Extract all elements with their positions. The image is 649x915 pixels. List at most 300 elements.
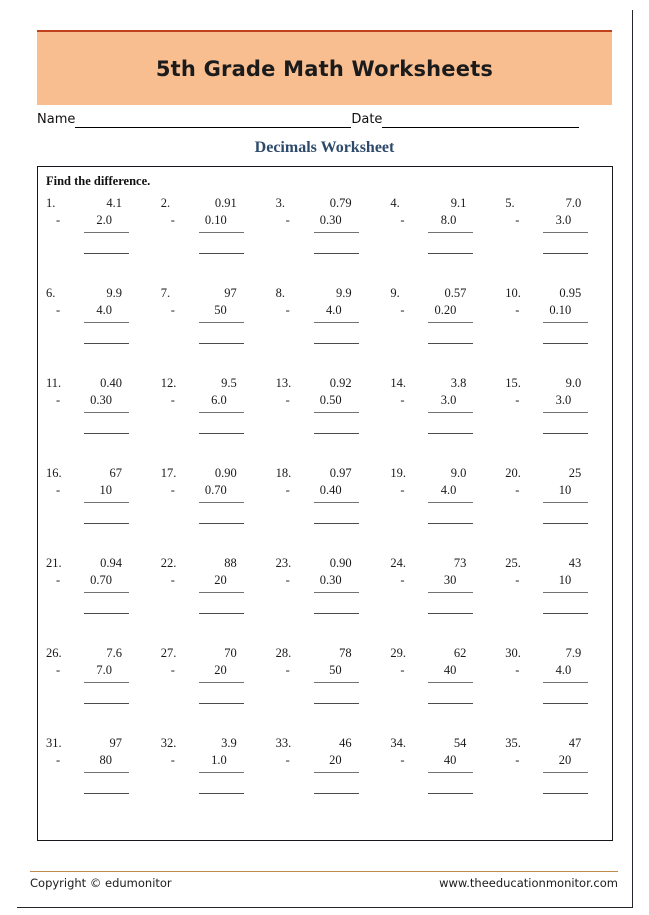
problem-number: 23.: [275, 556, 292, 570]
minuend-value: 88: [224, 556, 237, 570]
answer-line[interactable]: [428, 253, 473, 254]
subtrahend-line: [276, 753, 380, 770]
subtraction-rule: [428, 772, 473, 773]
subtraction-rule: [428, 412, 473, 413]
answer-line[interactable]: [428, 703, 473, 704]
problem-cell: [497, 736, 612, 826]
answer-line[interactable]: [199, 433, 244, 434]
subtraction-rule: [314, 232, 359, 233]
subtraction-rule: [314, 502, 359, 503]
minuend-line: [505, 646, 609, 663]
subtrahend-line: [46, 483, 150, 500]
problem-31: [46, 736, 150, 770]
answer-line[interactable]: [543, 793, 588, 794]
footer-divider: [30, 871, 618, 872]
subtraction-rule: [543, 412, 588, 413]
answer-line[interactable]: [199, 343, 244, 344]
problem-number: 19.: [390, 466, 407, 480]
subtrahend-value: 3.0: [440, 393, 457, 407]
problem-24: [390, 556, 494, 590]
subtrahend-line: [390, 303, 494, 320]
subtrahend-line: [161, 663, 265, 680]
minuend-line: [46, 466, 150, 483]
problem-9: [390, 286, 494, 320]
answer-line[interactable]: [428, 343, 473, 344]
answer-line[interactable]: [199, 523, 244, 524]
problem-number: 10.: [505, 286, 521, 300]
minuend-value: 9.1: [450, 196, 467, 210]
subtraction-rule: [84, 412, 129, 413]
answer-line[interactable]: [199, 793, 244, 794]
subtrahend-value: 20: [214, 663, 227, 677]
problem-cell: [497, 286, 612, 376]
problem-cell: [497, 556, 612, 646]
minus-operator: -: [400, 393, 405, 407]
minuend-value: 0.90: [214, 466, 237, 480]
problem-16: [46, 466, 150, 500]
answer-line[interactable]: [428, 433, 473, 434]
subtrahend-line: [505, 663, 609, 680]
subtrahend-value: 80: [99, 753, 112, 767]
subtrahend-value: 20: [329, 753, 342, 767]
subtraction-rule: [84, 682, 129, 683]
answer-line[interactable]: [84, 343, 129, 344]
problem-29: [390, 646, 494, 680]
problem-15: [505, 376, 609, 410]
problem-number: 34.: [390, 736, 407, 750]
name-label: Name: [37, 112, 76, 127]
subtrahend-value: 4.0: [96, 303, 112, 317]
subtrahend-value: 20: [558, 753, 572, 767]
subtraction-rule: [199, 772, 244, 773]
problem-cell: [153, 376, 268, 466]
subtraction-rule: [314, 412, 359, 413]
subtrahend-line: [46, 573, 150, 590]
minuend-line: [390, 646, 494, 663]
problem-8: [276, 286, 380, 320]
minuend-value: 43: [568, 556, 582, 570]
minuend-value: 70: [224, 646, 237, 660]
problem-26: [46, 646, 150, 680]
subtrahend-value: 6.0: [211, 393, 227, 407]
problem-cell: [153, 736, 268, 826]
subtrahend-line: [46, 663, 150, 680]
subtraction-rule: [199, 682, 244, 683]
subtraction-rule: [543, 232, 588, 233]
problem-number: 6.: [46, 286, 56, 300]
problem-number: 8.: [275, 286, 285, 300]
minuend-line: [161, 736, 265, 753]
minuend-value: 7.6: [106, 646, 122, 660]
subtraction-rule: [84, 232, 129, 233]
problem-cell: [153, 466, 268, 556]
minus-operator: -: [56, 483, 61, 497]
minuend-line: [161, 466, 265, 483]
problem-cell: [38, 556, 153, 646]
problem-cell: [382, 556, 497, 646]
subtrahend-value: 4.0: [325, 303, 342, 317]
subtrahend-value: 50: [329, 663, 342, 677]
problem-number: 14.: [390, 376, 407, 390]
minuend-line: [276, 376, 380, 393]
answer-line[interactable]: [199, 253, 244, 254]
subtrahend-value: 0.70: [90, 573, 112, 587]
minus-operator: -: [285, 303, 290, 317]
minus-operator: -: [515, 303, 520, 317]
minuend-value: 0.79: [329, 196, 352, 210]
subtraction-rule: [314, 592, 359, 593]
subtraction-rule: [199, 412, 244, 413]
problem-number: 4.: [390, 196, 400, 210]
minuend-line: [46, 196, 150, 213]
minuend-line: [276, 646, 380, 663]
problem-number: 20.: [505, 466, 521, 480]
subtrahend-line: [390, 483, 494, 500]
problem-2: [161, 196, 265, 230]
instruction-text: Find the difference.: [46, 174, 151, 188]
answer-line[interactable]: [428, 523, 473, 524]
minuend-value: 25: [568, 466, 582, 480]
problem-22: [161, 556, 265, 590]
minuend-line: [161, 286, 265, 303]
minus-operator: -: [170, 393, 175, 407]
subtraction-rule: [543, 682, 588, 683]
problem-number: 29.: [390, 646, 407, 660]
minuend-line: [161, 556, 265, 573]
answer-line[interactable]: [314, 523, 359, 524]
minuend-line: [276, 196, 380, 213]
minuend-line: [276, 556, 380, 573]
problem-cell: [382, 286, 497, 376]
subtraction-rule: [84, 322, 129, 323]
minuend-line: [276, 466, 380, 483]
minuend-line: [390, 376, 494, 393]
answer-line[interactable]: [84, 523, 129, 524]
problem-number: 22.: [160, 556, 177, 570]
problem-cell: [268, 556, 383, 646]
problem-number: 3.: [275, 196, 285, 210]
subtrahend-value: 0.20: [434, 303, 457, 317]
minuend-line: [505, 466, 609, 483]
problem-1: [46, 196, 150, 230]
answer-line[interactable]: [84, 253, 129, 254]
minuend-value: 0.95: [559, 286, 582, 300]
subtraction-rule: [199, 232, 244, 233]
minus-operator: -: [285, 573, 290, 587]
subtrahend-line: [161, 303, 265, 320]
subtraction-rule: [543, 322, 588, 323]
problem-row: [38, 376, 612, 466]
subtrahend-line: [276, 213, 380, 230]
problem-row: [38, 556, 612, 646]
problem-cell: [497, 376, 612, 466]
problem-cell: [382, 646, 497, 736]
minuend-value: 9.9: [106, 286, 122, 300]
name-input-line[interactable]: [75, 113, 351, 128]
minus-operator: -: [56, 663, 61, 677]
minus-operator: -: [400, 483, 405, 497]
minuend-line: [390, 556, 494, 573]
subtrahend-line: [276, 573, 380, 590]
answer-line[interactable]: [84, 433, 129, 434]
minuend-value: 0.92: [329, 376, 352, 390]
minuend-line: [390, 196, 494, 213]
answer-line[interactable]: [199, 703, 244, 704]
problem-cell: [268, 646, 383, 736]
problem-number: 31.: [46, 736, 62, 750]
answer-line[interactable]: [314, 433, 359, 434]
answer-line[interactable]: [543, 703, 588, 704]
problem-cell: [268, 736, 383, 826]
copyright-text: Copyright © edumonitor: [30, 876, 172, 890]
problem-11: [46, 376, 150, 410]
subtrahend-value: 0.10: [549, 303, 572, 317]
minus-operator: -: [400, 213, 405, 227]
answer-line[interactable]: [543, 433, 588, 434]
minuend-value: 0.94: [100, 556, 122, 570]
minus-operator: -: [285, 483, 290, 497]
subtraction-rule: [199, 592, 244, 593]
problem-cell: [153, 556, 268, 646]
minus-operator: -: [56, 573, 61, 587]
problem-4: [390, 196, 494, 230]
minuend-value: 67: [109, 466, 122, 480]
minuend-value: 4.1: [106, 196, 122, 210]
subtrahend-value: 4.0: [440, 483, 457, 497]
minuend-line: [46, 376, 150, 393]
problem-cell: [38, 376, 153, 466]
subtrahend-line: [276, 483, 380, 500]
problem-cell: [382, 466, 497, 556]
minus-operator: -: [285, 213, 290, 227]
minuend-line: [276, 286, 380, 303]
minuend-value: 0.90: [329, 556, 352, 570]
minus-operator: -: [400, 303, 405, 317]
answer-line[interactable]: [314, 793, 359, 794]
answer-line[interactable]: [84, 793, 129, 794]
problem-28: [276, 646, 380, 680]
date-label: Date: [351, 112, 383, 127]
problem-10: [505, 286, 609, 320]
problem-cell: [38, 196, 153, 286]
minuend-value: 9.5: [221, 376, 237, 390]
subtrahend-line: [390, 663, 494, 680]
subtrahend-value: 1.0: [211, 753, 227, 767]
problem-row: [38, 466, 612, 556]
subtraction-rule: [428, 682, 473, 683]
subtrahend-value: 7.0: [96, 663, 112, 677]
subtrahend-value: 0.40: [319, 483, 342, 497]
problem-cell: [382, 196, 497, 286]
minus-operator: -: [515, 393, 520, 407]
problem-cell: [497, 646, 612, 736]
minuend-value: 97: [224, 286, 237, 300]
subtrahend-value: 10: [558, 573, 572, 587]
minus-operator: -: [170, 573, 175, 587]
answer-line[interactable]: [84, 613, 129, 614]
minus-operator: -: [515, 573, 520, 587]
answer-line[interactable]: [314, 613, 359, 614]
problem-number: 9.: [390, 286, 400, 300]
subtrahend-value: 40: [443, 663, 457, 677]
problem-cell: [38, 646, 153, 736]
subtrahend-value: 3.0: [555, 213, 572, 227]
answer-line[interactable]: [199, 613, 244, 614]
answer-line[interactable]: [314, 703, 359, 704]
subtrahend-value: 4.0: [555, 663, 572, 677]
subtrahend-line: [46, 213, 150, 230]
problem-row: [38, 196, 612, 286]
problem-6: [46, 286, 150, 320]
subtrahend-value: 40: [443, 753, 457, 767]
subtraction-rule: [84, 772, 129, 773]
problem-21: [46, 556, 150, 590]
minuend-value: 7.0: [565, 196, 582, 210]
minuend-value: 78: [339, 646, 352, 660]
website-link[interactable]: www.theeducationmonitor.com: [439, 876, 618, 890]
problem-3: [276, 196, 380, 230]
minus-operator: -: [515, 213, 520, 227]
problem-number: 24.: [390, 556, 407, 570]
minuend-line: [505, 376, 609, 393]
minus-operator: -: [285, 663, 290, 677]
minuend-value: 73: [453, 556, 467, 570]
minus-operator: -: [170, 213, 175, 227]
problem-number: 17.: [160, 466, 177, 480]
subtraction-rule: [314, 682, 359, 683]
subtrahend-line: [505, 753, 609, 770]
minuend-value: 97: [109, 736, 122, 750]
answer-line[interactable]: [84, 703, 129, 704]
minus-operator: -: [170, 753, 175, 767]
minuend-value: 46: [339, 736, 352, 750]
problem-number: 16.: [46, 466, 62, 480]
subtrahend-line: [46, 393, 150, 410]
subtrahend-value: 0.50: [319, 393, 342, 407]
problem-12: [161, 376, 265, 410]
footer: [30, 876, 618, 890]
subtrahend-line: [505, 483, 609, 500]
minuend-line: [276, 736, 380, 753]
subtrahend-line: [161, 393, 265, 410]
minuend-value: 0.57: [444, 286, 467, 300]
problem-cell: [153, 196, 268, 286]
subtraction-rule: [84, 592, 129, 593]
problem-25: [505, 556, 609, 590]
minus-operator: -: [56, 393, 61, 407]
minus-operator: -: [400, 573, 405, 587]
minuend-line: [161, 376, 265, 393]
minuend-value: 7.9: [565, 646, 582, 660]
subtrahend-value: 10: [558, 483, 572, 497]
problem-cell: [38, 286, 153, 376]
minus-operator: -: [56, 753, 61, 767]
problem-cell: [268, 286, 383, 376]
minus-operator: -: [515, 663, 520, 677]
answer-line[interactable]: [543, 523, 588, 524]
problem-cell: [268, 466, 383, 556]
minuend-line: [46, 646, 150, 663]
date-input-line[interactable]: [382, 113, 579, 128]
answer-line[interactable]: [428, 613, 473, 614]
problem-number: 30.: [505, 646, 521, 660]
problem-number: 5.: [505, 196, 515, 210]
minus-operator: -: [170, 303, 175, 317]
subtrahend-line: [46, 753, 150, 770]
problem-17: [161, 466, 265, 500]
answer-line[interactable]: [543, 253, 588, 254]
minuend-value: 62: [453, 646, 467, 660]
problem-34: [390, 736, 494, 770]
minuend-line: [390, 736, 494, 753]
page-edge-bottom: [17, 907, 633, 908]
minuend-value: 3.8: [450, 376, 467, 390]
minus-operator: -: [285, 753, 290, 767]
problem-number: 25.: [505, 556, 521, 570]
answer-line[interactable]: [428, 793, 473, 794]
minuend-value: 54: [453, 736, 467, 750]
problem-number: 35.: [505, 736, 521, 750]
answer-line[interactable]: [543, 343, 588, 344]
answer-line[interactable]: [314, 253, 359, 254]
problem-number: 21.: [46, 556, 62, 570]
name-date-row: [37, 108, 612, 128]
subtrahend-line: [161, 753, 265, 770]
answer-line[interactable]: [314, 343, 359, 344]
subtrahend-line: [276, 393, 380, 410]
problem-cell: [38, 736, 153, 826]
minus-operator: -: [56, 303, 61, 317]
problem-number: 28.: [275, 646, 292, 660]
problem-cell: [382, 736, 497, 826]
minuend-line: [390, 286, 494, 303]
problem-number: 13.: [275, 376, 292, 390]
minuend-line: [161, 196, 265, 213]
problem-number: 32.: [160, 736, 177, 750]
subtraction-rule: [428, 232, 473, 233]
subtrahend-value: 3.0: [555, 393, 572, 407]
subtraction-rule: [428, 592, 473, 593]
problem-number: 1.: [46, 196, 56, 210]
subtrahend-line: [505, 213, 609, 230]
problem-cell: [153, 646, 268, 736]
subtraction-rule: [199, 322, 244, 323]
subtrahend-line: [161, 483, 265, 500]
answer-line[interactable]: [543, 613, 588, 614]
subtrahend-line: [276, 303, 380, 320]
minuend-value: 9.0: [450, 466, 467, 480]
problem-rows: [38, 196, 612, 826]
minus-operator: -: [170, 483, 175, 497]
minuend-line: [46, 286, 150, 303]
subtrahend-line: [276, 663, 380, 680]
subtraction-rule: [428, 322, 473, 323]
subtrahend-line: [161, 573, 265, 590]
problem-cell: [497, 466, 612, 556]
problem-7: [161, 286, 265, 320]
subtrahend-line: [390, 393, 494, 410]
problem-number: 33.: [275, 736, 292, 750]
problem-number: 11.: [46, 376, 62, 390]
subtrahend-line: [505, 303, 609, 320]
minuend-line: [390, 466, 494, 483]
problem-number: 27.: [160, 646, 177, 660]
problem-cell: [153, 286, 268, 376]
minus-operator: -: [515, 483, 520, 497]
problem-row: [38, 736, 612, 826]
subtrahend-value: 8.0: [440, 213, 457, 227]
minus-operator: -: [400, 663, 405, 677]
